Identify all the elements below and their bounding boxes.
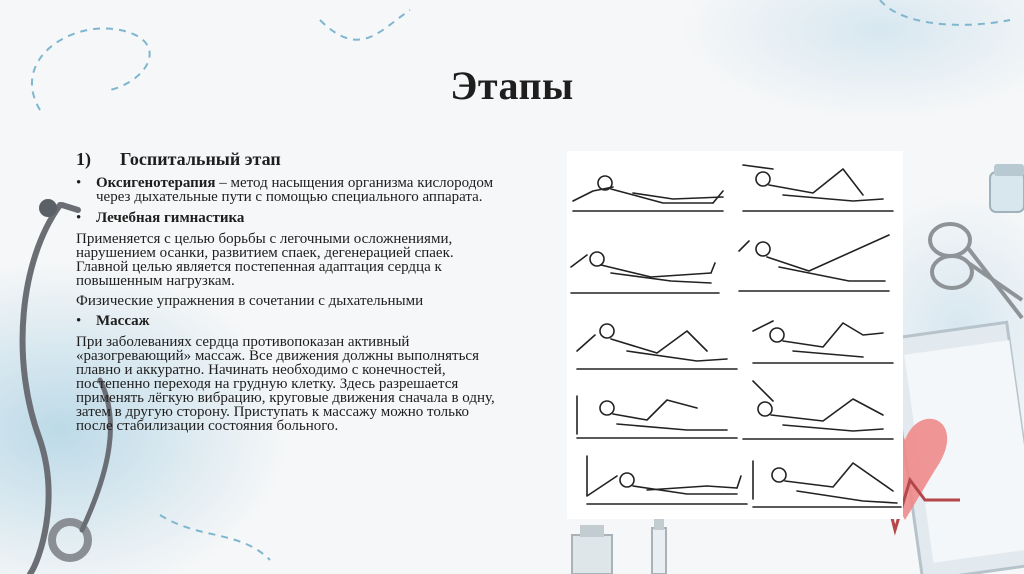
vial-icon (572, 525, 612, 574)
exercise-panel-10 (753, 461, 901, 507)
exercise-panel-5 (587, 456, 747, 504)
exercise-panel-3 (577, 324, 737, 369)
exercise-panel-6 (743, 165, 893, 211)
text-content (76, 149, 506, 439)
bullet-term: Лечебная гимнастика (96, 210, 245, 226)
exercise-panel-9 (743, 381, 893, 439)
dashed-curve-top (320, 10, 410, 40)
syringe-icon (652, 518, 666, 574)
section-number: 1) (76, 149, 91, 169)
bullet-term: Массаж (96, 313, 150, 329)
gymnastics-paragraph: Применяется с целью борьбы с легочными осложнениями, нарушением осанки, развитием спаек, дегенерацией спаек. Главной целью является постепенная адаптация сердца к повышенным нагрузкам. (76, 231, 454, 289)
bullet-text (96, 176, 506, 204)
stethoscope-earpiece (39, 199, 57, 217)
gymnastics-paragraph-2: Физические упражнения в сочетании с дыхательными (76, 293, 424, 309)
exercise-panel-2 (571, 252, 719, 293)
pill-bottle-icon (990, 164, 1024, 212)
bullet-marker: • (76, 175, 82, 191)
section-heading (76, 149, 506, 169)
massage-paragraph: При заболеваниях сердца противопоказан активный «разогревающий» массаж. Все движения должны выполняться плавно и аккуратно. Начинать необходимо с конечностей, постепенно переходя на грудную клетку. Здесь разрешается применять лёгкую вибрацию, круговые движения сначала в одну, затем в другую сторону. Приступать к массажу можно только после стабилизации состояния больного. (76, 334, 495, 434)
exercise-panel-8 (753, 321, 893, 363)
slide-title: Этапы (450, 63, 574, 108)
exercise-panel-7 (739, 235, 889, 291)
bullet-therapeutic-gymnastics (76, 211, 506, 225)
bullet-definition: – метод насыщения организма кислородом через дыхательные пути с помощью специального аппарата. (96, 175, 494, 205)
exercise-illustrations (567, 151, 903, 519)
exercise-drawings (567, 151, 903, 519)
exercise-panel-4 (577, 396, 737, 438)
bullet-oxygen-therapy (76, 176, 506, 204)
bullet-massage (76, 314, 506, 328)
bullet-marker: • (76, 313, 82, 329)
section-title: Госпитальный этап (120, 149, 281, 169)
bullet-term: Оксигенотерапия (96, 175, 216, 191)
bullet-marker: • (76, 210, 82, 226)
exercise-panel-1 (573, 176, 723, 211)
